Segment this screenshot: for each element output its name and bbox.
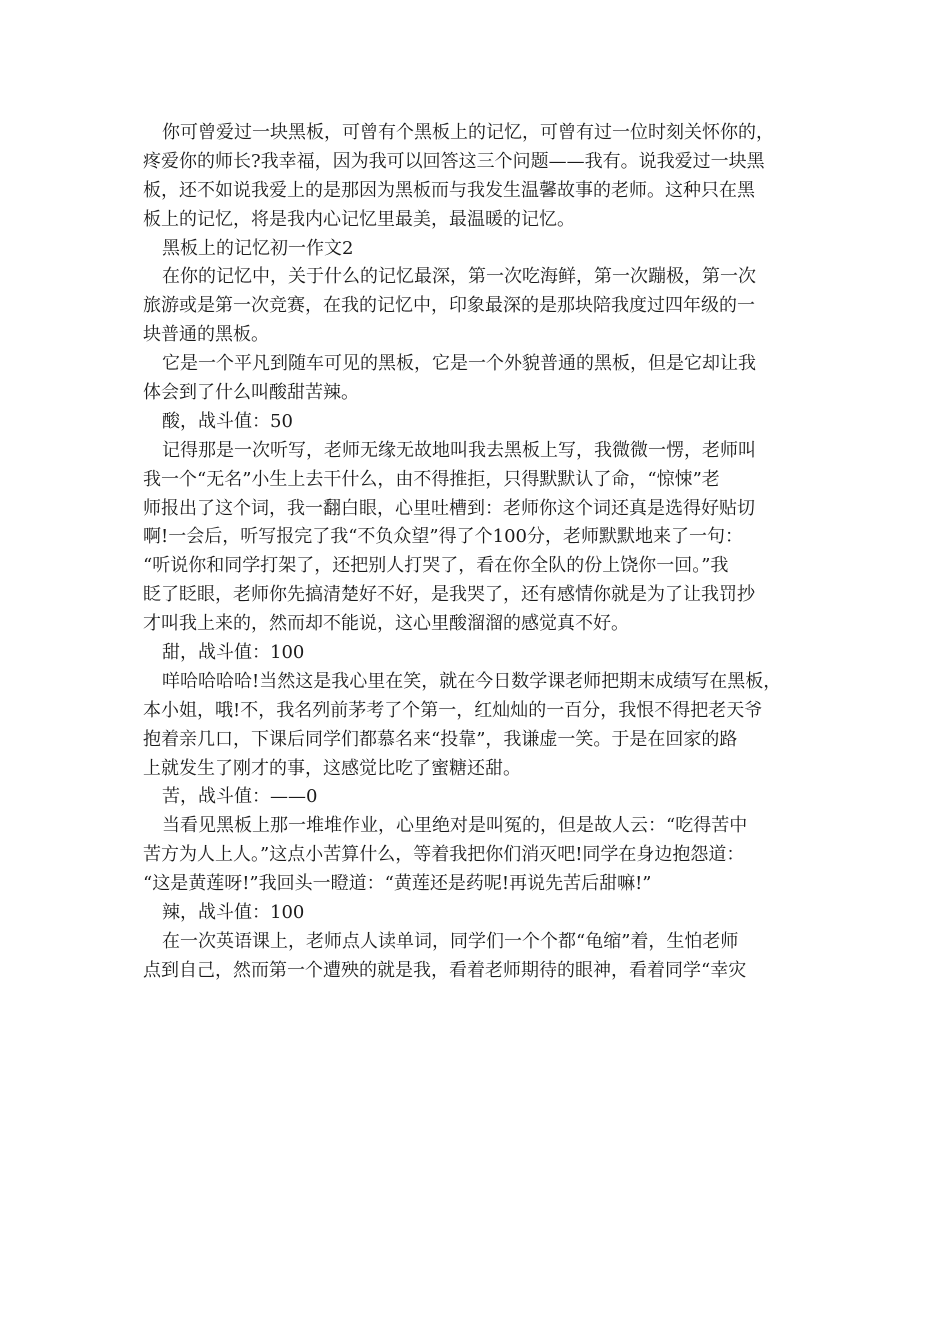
- text-line: 块普通的黑板。: [143, 324, 269, 346]
- text-line: 疼爱你的师长?我幸福，因为我可以回答这三个问题——我有。说我爱过一块黑: [143, 150, 765, 172]
- text-line: 板，还不如说我爱上的是那因为黑板而与我发生温馨故事的老师。这种只在黑: [143, 179, 755, 201]
- text-line: 才叫我上来的，然而却不能说，这心里酸溜溜的感觉真不好。: [143, 613, 629, 635]
- text-line: 辣，战斗值：100: [162, 902, 305, 924]
- text-line: “听说你和同学打架了，还把别人打哭了，看在你全队的份上饶你一回。”我: [143, 555, 729, 577]
- text-line: “这是黄莲呀!”我回头一瞪道：“黄莲还是药呢!再说先苦后甜嘛!”: [143, 873, 652, 895]
- text-line: 记得那是一次听写，老师无缘无故地叫我去黑板上写，我微微一愣，老师叫: [162, 439, 756, 461]
- text-line: 苦方为人上人。”这点小苦算什么，等着我把你们消灭吧!同学在身边抱怨道：: [143, 844, 745, 866]
- text-line: 眨了眨眼，老师你先搞清楚好不好，是我哭了，还有感情你就是为了让我罚抄: [143, 584, 755, 606]
- text-line: 咩哈哈哈哈!当然这是我心里在笑，就在今日数学课老师把期末成绩写在黑板，: [162, 670, 782, 692]
- text-line: 板上的记忆，将是我内心记忆里最美，最温暖的记忆。: [143, 208, 575, 230]
- document-body: [143, 119, 813, 986]
- text-line: 你可曾爱过一块黑板，可曾有个黑板上的记忆，可曾有过一位时刻关怀你的，: [162, 122, 774, 143]
- text-line: 体会到了什么叫酸甜苦辣。: [143, 382, 359, 404]
- text-line: 上就发生了刚才的事，这感觉比吃了蜜糖还甜。: [143, 757, 521, 779]
- text-line: 旅游或是第一次竞赛，在我的记忆中，印象最深的是那块陪我度过四年级的一: [143, 295, 755, 317]
- text-line: 酸，战斗值：50: [162, 410, 293, 432]
- text-line: 在你的记忆中，关于什么的记忆最深，第一次吃海鲜，第一次蹦极，第一次: [162, 266, 756, 288]
- text-line: 啊!一会后，听写报完了我“不负众望”得了个100分，老师默默地来了一句：: [143, 526, 743, 548]
- text-line: 师报出了这个词，我一翻白眼，心里吐槽到：老师你这个词还真是选得好贴切: [143, 497, 755, 519]
- text-line: 黑板上的记忆初一作文2: [162, 237, 354, 259]
- text-line: 苦，战斗值：——0: [162, 786, 318, 808]
- text-line: 本小姐，哦!不，我名列前茅考了个第一，红灿灿的一百分，我恨不得把老天爷: [143, 699, 763, 721]
- text-line: 甜，战斗值：100: [162, 642, 305, 664]
- text-line: 当看见黑板上那一堆堆作业，心里绝对是叫冤的，但是故人云：“吃得苦中: [162, 815, 748, 837]
- text-line: 抱着亲几口，下课后同学们都慕名来“投靠”，我谦虚一笑。于是在回家的路: [143, 728, 738, 750]
- text-line: 点到自己，然而第一个遭殃的就是我，看着老师期待的眼神，看着同学“幸灾: [143, 959, 747, 981]
- text-line: 它是一个平凡到随车可见的黑板，它是一个外貌普通的黑板，但是它却让我: [162, 353, 756, 375]
- text-line: 我一个“无名”小生上去干什么，由不得推拒，只得默默认了命，“惊悚”老: [143, 468, 720, 490]
- text-line: 在一次英语课上，老师点人读单词，同学们一个个都“龟缩”着，生怕老师: [162, 930, 739, 952]
